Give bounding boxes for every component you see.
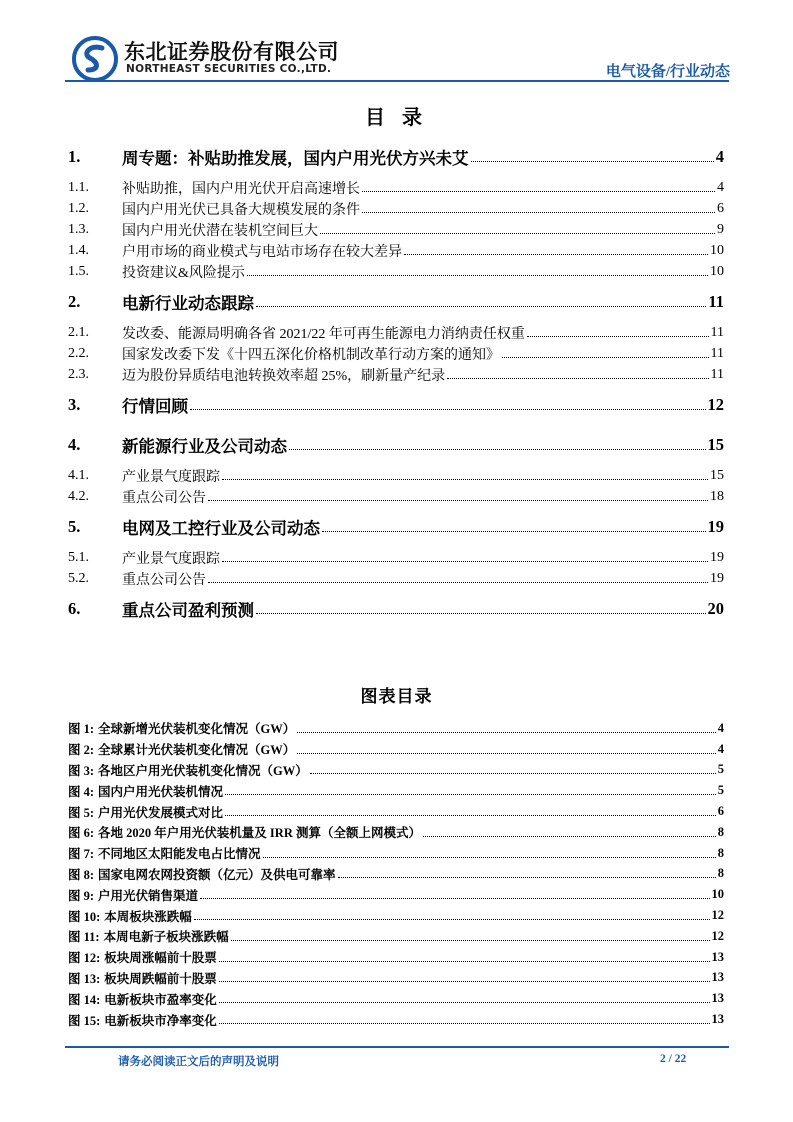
table-of-contents: [68, 137, 724, 629]
figure-entry[interactable]: [68, 926, 724, 947]
toc-entry-page: 18: [710, 488, 724, 504]
toc-entry-page: 11: [710, 324, 724, 340]
toc-entry-number: 1.1.: [68, 179, 89, 195]
dot-leader: [225, 815, 716, 816]
toc-entry-title: 产业景气度跟踪: [122, 551, 220, 567]
toc-entry-number: 1.: [68, 147, 81, 166]
figure-title: 各地 2020 年户用光伏装机量及 IRR 测算（全额上网模式）: [98, 826, 421, 841]
dot-leader: [289, 449, 706, 450]
figure-number: 图 10:: [68, 909, 101, 924]
figure-title: 各地区户用光伏装机变化情况（GW）: [98, 763, 308, 778]
figures-title: 图表目录: [360, 687, 433, 706]
toc-entry-title: 重点公司盈利预测: [122, 601, 254, 620]
toc-entry-title: 国内户用光伏潜在装机空间巨大: [122, 223, 318, 239]
toc-entry[interactable]: [68, 177, 724, 198]
toc-entry-page: 11: [710, 366, 724, 382]
dot-leader: [219, 1002, 710, 1003]
figure-entry[interactable]: [68, 968, 724, 989]
toc-entry[interactable]: [68, 589, 724, 629]
figure-title: 全球新增光伏装机变化情况（GW）: [98, 722, 296, 737]
toc-entry-title: 户用市场的商业模式与电站市场存在较大差异: [122, 244, 402, 260]
figure-title: 本周电新子板块涨跌幅: [103, 930, 229, 945]
toc-entry-page: 11: [708, 292, 724, 311]
toc-entry-page: 11: [710, 345, 724, 361]
figure-number: 图 1:: [68, 722, 95, 737]
figure-title: 电新板块市净率变化: [104, 1013, 217, 1028]
toc-entry-number: 6.: [68, 599, 81, 618]
figure-number: 图 6:: [68, 826, 95, 841]
header-divider: [65, 80, 729, 82]
figure-number: 图 9:: [68, 888, 95, 903]
figure-number: 图 15:: [68, 1013, 101, 1028]
figure-entry[interactable]: [68, 843, 724, 864]
toc-entry[interactable]: [68, 282, 724, 322]
dot-leader: [362, 212, 715, 213]
figure-title: 全球累计光伏装机变化情况（GW）: [98, 743, 296, 758]
toc-entry[interactable]: [68, 465, 724, 486]
dot-leader: [527, 336, 709, 337]
figure-title: 户用光伏销售渠道: [98, 888, 199, 903]
toc-entry-number: 1.4.: [68, 242, 89, 258]
toc-entry[interactable]: [68, 240, 724, 261]
toc-entry-page: 10: [710, 242, 724, 258]
dot-leader: [256, 306, 706, 307]
dot-leader: [222, 561, 708, 562]
figure-entry[interactable]: [68, 780, 724, 801]
figure-number: 图 12:: [68, 951, 101, 966]
toc-entry-title: 补贴助推，国内户用光伏开启高速增长: [122, 181, 360, 197]
toc-entry-number: 4.: [68, 435, 81, 454]
dot-leader: [194, 919, 710, 920]
dot-leader: [338, 877, 716, 878]
toc-entry[interactable]: [68, 261, 724, 282]
figure-entry[interactable]: [68, 947, 724, 968]
dot-leader: [471, 161, 714, 162]
figure-title: 户用光伏发展模式对比: [98, 805, 224, 820]
dot-leader: [404, 254, 708, 255]
toc-entry-number: 4.2.: [68, 488, 89, 504]
toc-entry-title: 重点公司公告: [122, 490, 206, 506]
figure-page: 4: [717, 720, 724, 735]
figure-entry[interactable]: [68, 864, 724, 885]
dot-leader: [297, 753, 715, 754]
figure-number: 图 13:: [68, 971, 101, 986]
figure-page: 8: [717, 845, 724, 860]
toc-entry-title: 发改委、能源局明确各省 2021/22 年可再生能源电力消纳责任权重: [122, 326, 525, 342]
toc-entry-title: 电网及工控行业及公司动态: [122, 519, 320, 538]
figure-entry[interactable]: [68, 822, 724, 843]
toc-entry-number: 3.: [68, 395, 81, 414]
figure-title: 国家电网农网投资额（亿元）及供电可靠率: [98, 867, 336, 882]
toc-entry-title: 行情回顾: [122, 397, 188, 416]
toc-entry-number: 2.2.: [68, 345, 89, 361]
dot-leader: [247, 275, 708, 276]
toc-entry-title: 迈为股份异质结电池转换效率超 25%，刷新量产纪录: [122, 368, 446, 384]
dot-leader: [225, 794, 716, 795]
figure-title: 本周板块涨跌幅: [104, 909, 192, 924]
toc-entry[interactable]: [68, 219, 724, 240]
dot-leader: [322, 531, 706, 532]
toc-entry[interactable]: [68, 364, 724, 385]
figure-page: 12: [711, 928, 724, 943]
toc-entry-page: 19: [710, 549, 724, 565]
toc-entry-number: 2.1.: [68, 324, 89, 340]
figure-page: 8: [717, 824, 724, 839]
toc-entry-page: 4: [717, 179, 724, 195]
toc-entry-page: 4: [715, 147, 724, 166]
figure-entry[interactable]: [68, 988, 724, 1009]
toc-entry-title: 新能源行业及公司动态: [122, 437, 287, 456]
dot-leader: [200, 898, 709, 899]
toc-entry-title: 电新行业动态跟踪: [122, 294, 254, 313]
toc-entry-page: 20: [707, 599, 724, 618]
figure-number: 图 5:: [68, 805, 95, 820]
toc-title: 目 录: [365, 107, 428, 129]
page-number: 2 / 22: [660, 1053, 687, 1065]
figure-page: 5: [717, 762, 724, 777]
toc-entry[interactable]: [68, 507, 724, 547]
figure-number: 图 2:: [68, 743, 95, 758]
toc-entry-number: 1.3.: [68, 221, 89, 237]
figure-title: 板块周涨幅前十股票: [104, 951, 217, 966]
figure-title: 电新板块市盈率变化: [104, 992, 217, 1007]
toc-entry-number: 1.2.: [68, 200, 89, 216]
toc-entry[interactable]: [68, 568, 724, 589]
toc-entry-page: 9: [717, 221, 724, 237]
toc-entry[interactable]: [68, 547, 724, 568]
figure-entry[interactable]: [68, 884, 724, 905]
figure-number: 图 14:: [68, 992, 101, 1007]
toc-entry-page: 12: [707, 395, 724, 414]
toc-entry-page: 15: [710, 467, 724, 483]
figure-page: 10: [711, 887, 724, 902]
toc-entry-number: 2.: [68, 292, 81, 311]
dot-leader: [447, 378, 708, 379]
dot-leader: [208, 582, 708, 583]
figure-page: 13: [711, 1012, 724, 1027]
dot-leader: [310, 773, 716, 774]
figure-page: 8: [717, 866, 724, 881]
dot-leader: [423, 836, 716, 837]
toc-entry-page: 15: [707, 435, 724, 454]
footer-disclaimer: 请务必阅读正文后的声明及说明: [118, 1056, 279, 1068]
toc-entry[interactable]: [68, 343, 724, 364]
figure-page: 12: [711, 908, 724, 923]
toc-entry-page: 19: [710, 570, 724, 586]
report-category: 电气设备/行业动态: [605, 64, 730, 80]
dot-leader: [256, 613, 706, 614]
company-name-cn: 东北证券股份有限公司: [124, 40, 339, 64]
dot-leader: [222, 479, 708, 480]
dot-leader: [263, 857, 716, 858]
list-of-figures: [68, 718, 724, 1030]
figure-title: 不同地区太阳能发电占比情况: [98, 847, 261, 862]
toc-entry-title: 重点公司公告: [122, 572, 206, 588]
toc-entry-number: 5.1.: [68, 549, 89, 565]
dot-leader: [502, 357, 709, 358]
figure-page: 6: [717, 804, 724, 819]
figure-title: 板块周跌幅前十股票: [104, 971, 217, 986]
figure-number: 图 11:: [68, 930, 100, 945]
toc-entry-page: 19: [707, 517, 724, 536]
figure-number: 图 8:: [68, 867, 95, 882]
figure-number: 图 3:: [68, 763, 95, 778]
dot-leader: [219, 961, 710, 962]
figure-page: 13: [711, 949, 724, 964]
toc-entry[interactable]: [68, 486, 724, 507]
figure-entry[interactable]: [68, 760, 724, 781]
figure-entry[interactable]: [68, 718, 724, 739]
toc-entry[interactable]: [68, 137, 724, 177]
dot-leader: [297, 732, 715, 733]
toc-entry-number: 1.5.: [68, 263, 89, 279]
figure-page: 13: [711, 970, 724, 985]
figure-entry[interactable]: [68, 905, 724, 926]
figure-number: 图 4:: [68, 784, 95, 799]
dot-leader: [362, 191, 715, 192]
dot-leader: [320, 233, 715, 234]
toc-entry-number: 5.: [68, 517, 81, 536]
company-logo-icon: [72, 36, 118, 82]
toc-entry-page: 6: [717, 200, 724, 216]
toc-entry-title: 投资建议&风险提示: [122, 265, 245, 281]
figure-number: 图 7:: [68, 847, 95, 862]
toc-entry[interactable]: [68, 198, 724, 219]
figure-title: 国内户用光伏装机情况: [98, 784, 224, 799]
toc-entry[interactable]: [68, 425, 724, 465]
figure-page: 5: [717, 783, 724, 798]
toc-entry-number: 2.3.: [68, 366, 89, 382]
toc-entry-title: 周专题：补贴助推发展，国内户用光伏方兴未艾: [122, 149, 469, 168]
toc-entry-page: 10: [710, 263, 724, 279]
toc-entry-number: 5.2.: [68, 570, 89, 586]
figure-page: 4: [717, 741, 724, 756]
dot-leader: [219, 1023, 710, 1024]
toc-entry-number: 4.1.: [68, 467, 89, 483]
figure-entry[interactable]: [68, 1009, 724, 1030]
toc-entry[interactable]: [68, 385, 724, 425]
toc-entry-title: 国家发改委下发《十四五深化价格机制改革行动方案的通知》: [122, 347, 500, 363]
dot-leader: [208, 500, 708, 501]
company-name-en: NORTHEAST SECURITIES CO.,LTD.: [126, 63, 332, 75]
toc-entry-title: 产业景气度跟踪: [122, 469, 220, 485]
toc-entry[interactable]: [68, 322, 724, 343]
figure-entry[interactable]: [68, 801, 724, 822]
dot-leader: [219, 981, 710, 982]
dot-leader: [231, 940, 710, 941]
figure-entry[interactable]: [68, 739, 724, 760]
footer-divider: [65, 1046, 729, 1048]
dot-leader: [190, 409, 706, 410]
toc-entry-title: 国内户用光伏已具备大规模发展的条件: [122, 202, 360, 218]
figure-page: 13: [711, 991, 724, 1006]
